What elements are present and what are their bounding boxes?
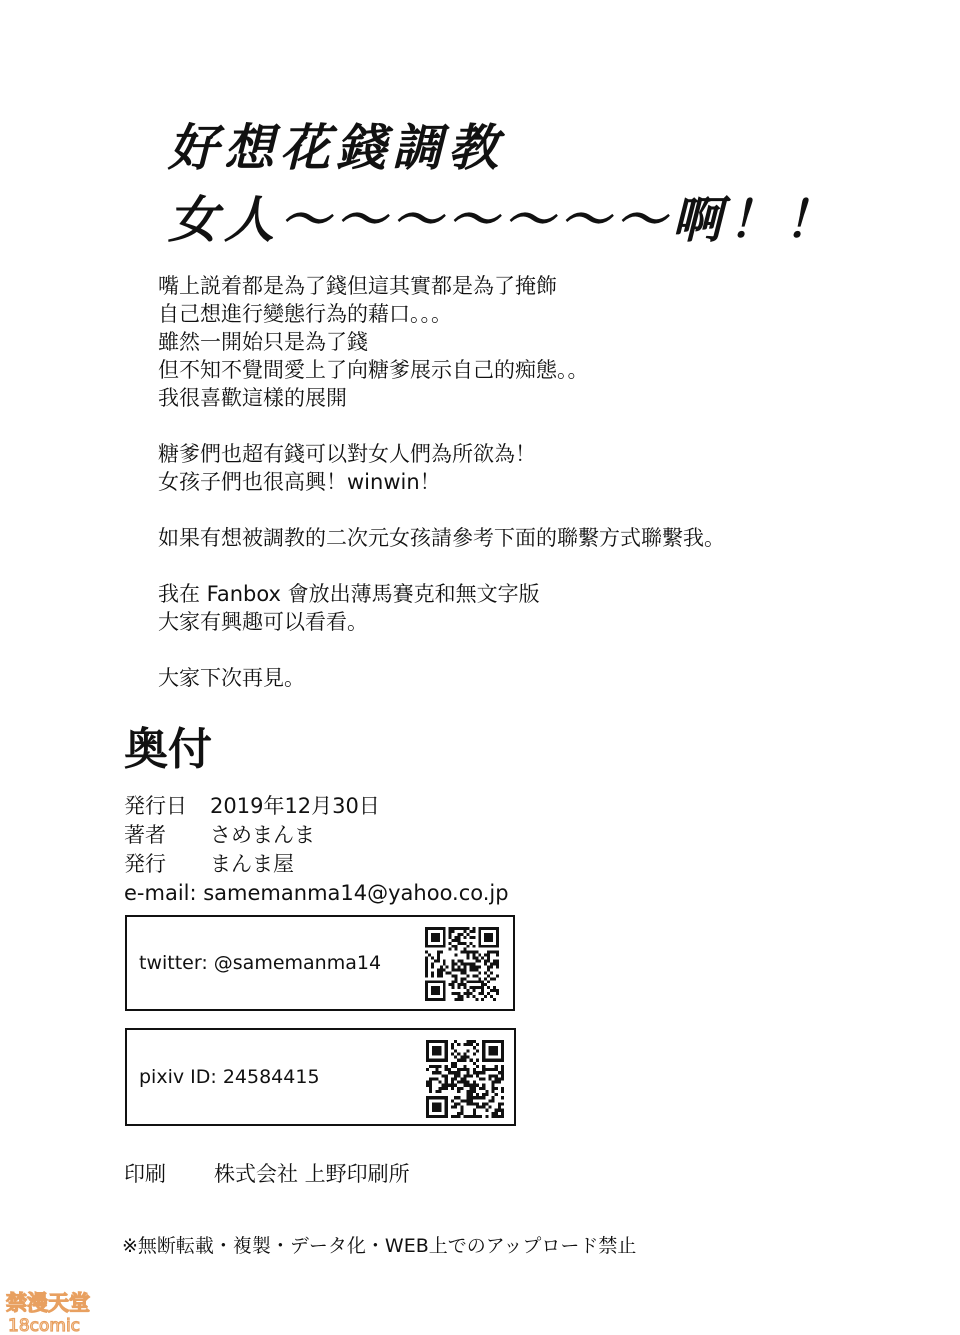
printer-value: 株式会社 上野印刷所: [214, 1162, 410, 1186]
site-watermark-logo: [4, 1288, 122, 1334]
email-line: e-mail: samemanma14@yahoo.co.jp: [124, 881, 509, 905]
publisher-value: まんま屋: [210, 852, 294, 876]
text-line: 大家下次再見。: [158, 666, 305, 690]
text-line: 糖爹們也超有錢可以對女人們為所欲為！: [158, 442, 536, 466]
colophon-title: 奥付: [124, 724, 212, 775]
qr-code-icon: [425, 927, 499, 1001]
paragraph: [158, 580, 858, 636]
text-line: 自己想進行變態行為的藉口。。。: [158, 302, 452, 326]
paragraph: [158, 524, 858, 552]
afterword-body: [158, 272, 858, 720]
author-value: さめまんま: [210, 823, 315, 847]
publish-date-value: 2019年12月30日: [210, 794, 380, 818]
paragraph: [158, 272, 858, 412]
paragraph: [158, 440, 858, 496]
author-label: 著者: [124, 823, 166, 847]
publisher-label: 発行: [124, 852, 166, 876]
printer-row: [124, 1160, 410, 1188]
publish-date-row: [124, 792, 380, 820]
publish-date-label: 発行日: [124, 794, 187, 818]
text-line: 但不知不覺間愛上了向糖爹展示自己的痴態。。: [158, 358, 589, 382]
svg-text:18comic: 18comic: [8, 1316, 81, 1334]
author-row: [124, 821, 315, 849]
headline-line-1: 好想花錢調教: [168, 119, 504, 177]
twitter-contact-box: [125, 915, 515, 1011]
headline-line-2: 女人～～～～～～～啊！！: [168, 191, 840, 249]
text-line: 大家有興趣可以看看。: [158, 610, 368, 634]
copyright-notice: ※無断転載・複製・データ化・WEB上でのアップロード禁止: [122, 1235, 637, 1257]
text-line: 嘴上説着都是為了錢但這其實都是為了掩飾: [158, 274, 557, 298]
publisher-row: [124, 850, 294, 878]
text-line: 如果有想被調教的二次元女孩請參考下面的聯繫方式聯繫我。: [158, 526, 725, 550]
qr-code-icon: [426, 1040, 504, 1118]
pixiv-contact-box: [125, 1028, 516, 1126]
text-line: 我在 Fanbox 會放出薄馬賽克和無文字版: [158, 582, 540, 606]
pixiv-id: pixiv ID: 24584415: [139, 1066, 320, 1088]
paragraph: [158, 664, 858, 692]
twitter-handle: twitter: @samemanma14: [139, 952, 382, 974]
printer-label: 印刷: [124, 1162, 166, 1186]
text-line: 我很喜歡這樣的展開: [158, 386, 347, 410]
text-line: 雖然一開始只是為了錢: [158, 330, 368, 354]
svg-text:禁漫天堂: 禁漫天堂: [6, 1291, 90, 1315]
text-line: 女孩子們也很高興！winwin！: [158, 470, 441, 494]
